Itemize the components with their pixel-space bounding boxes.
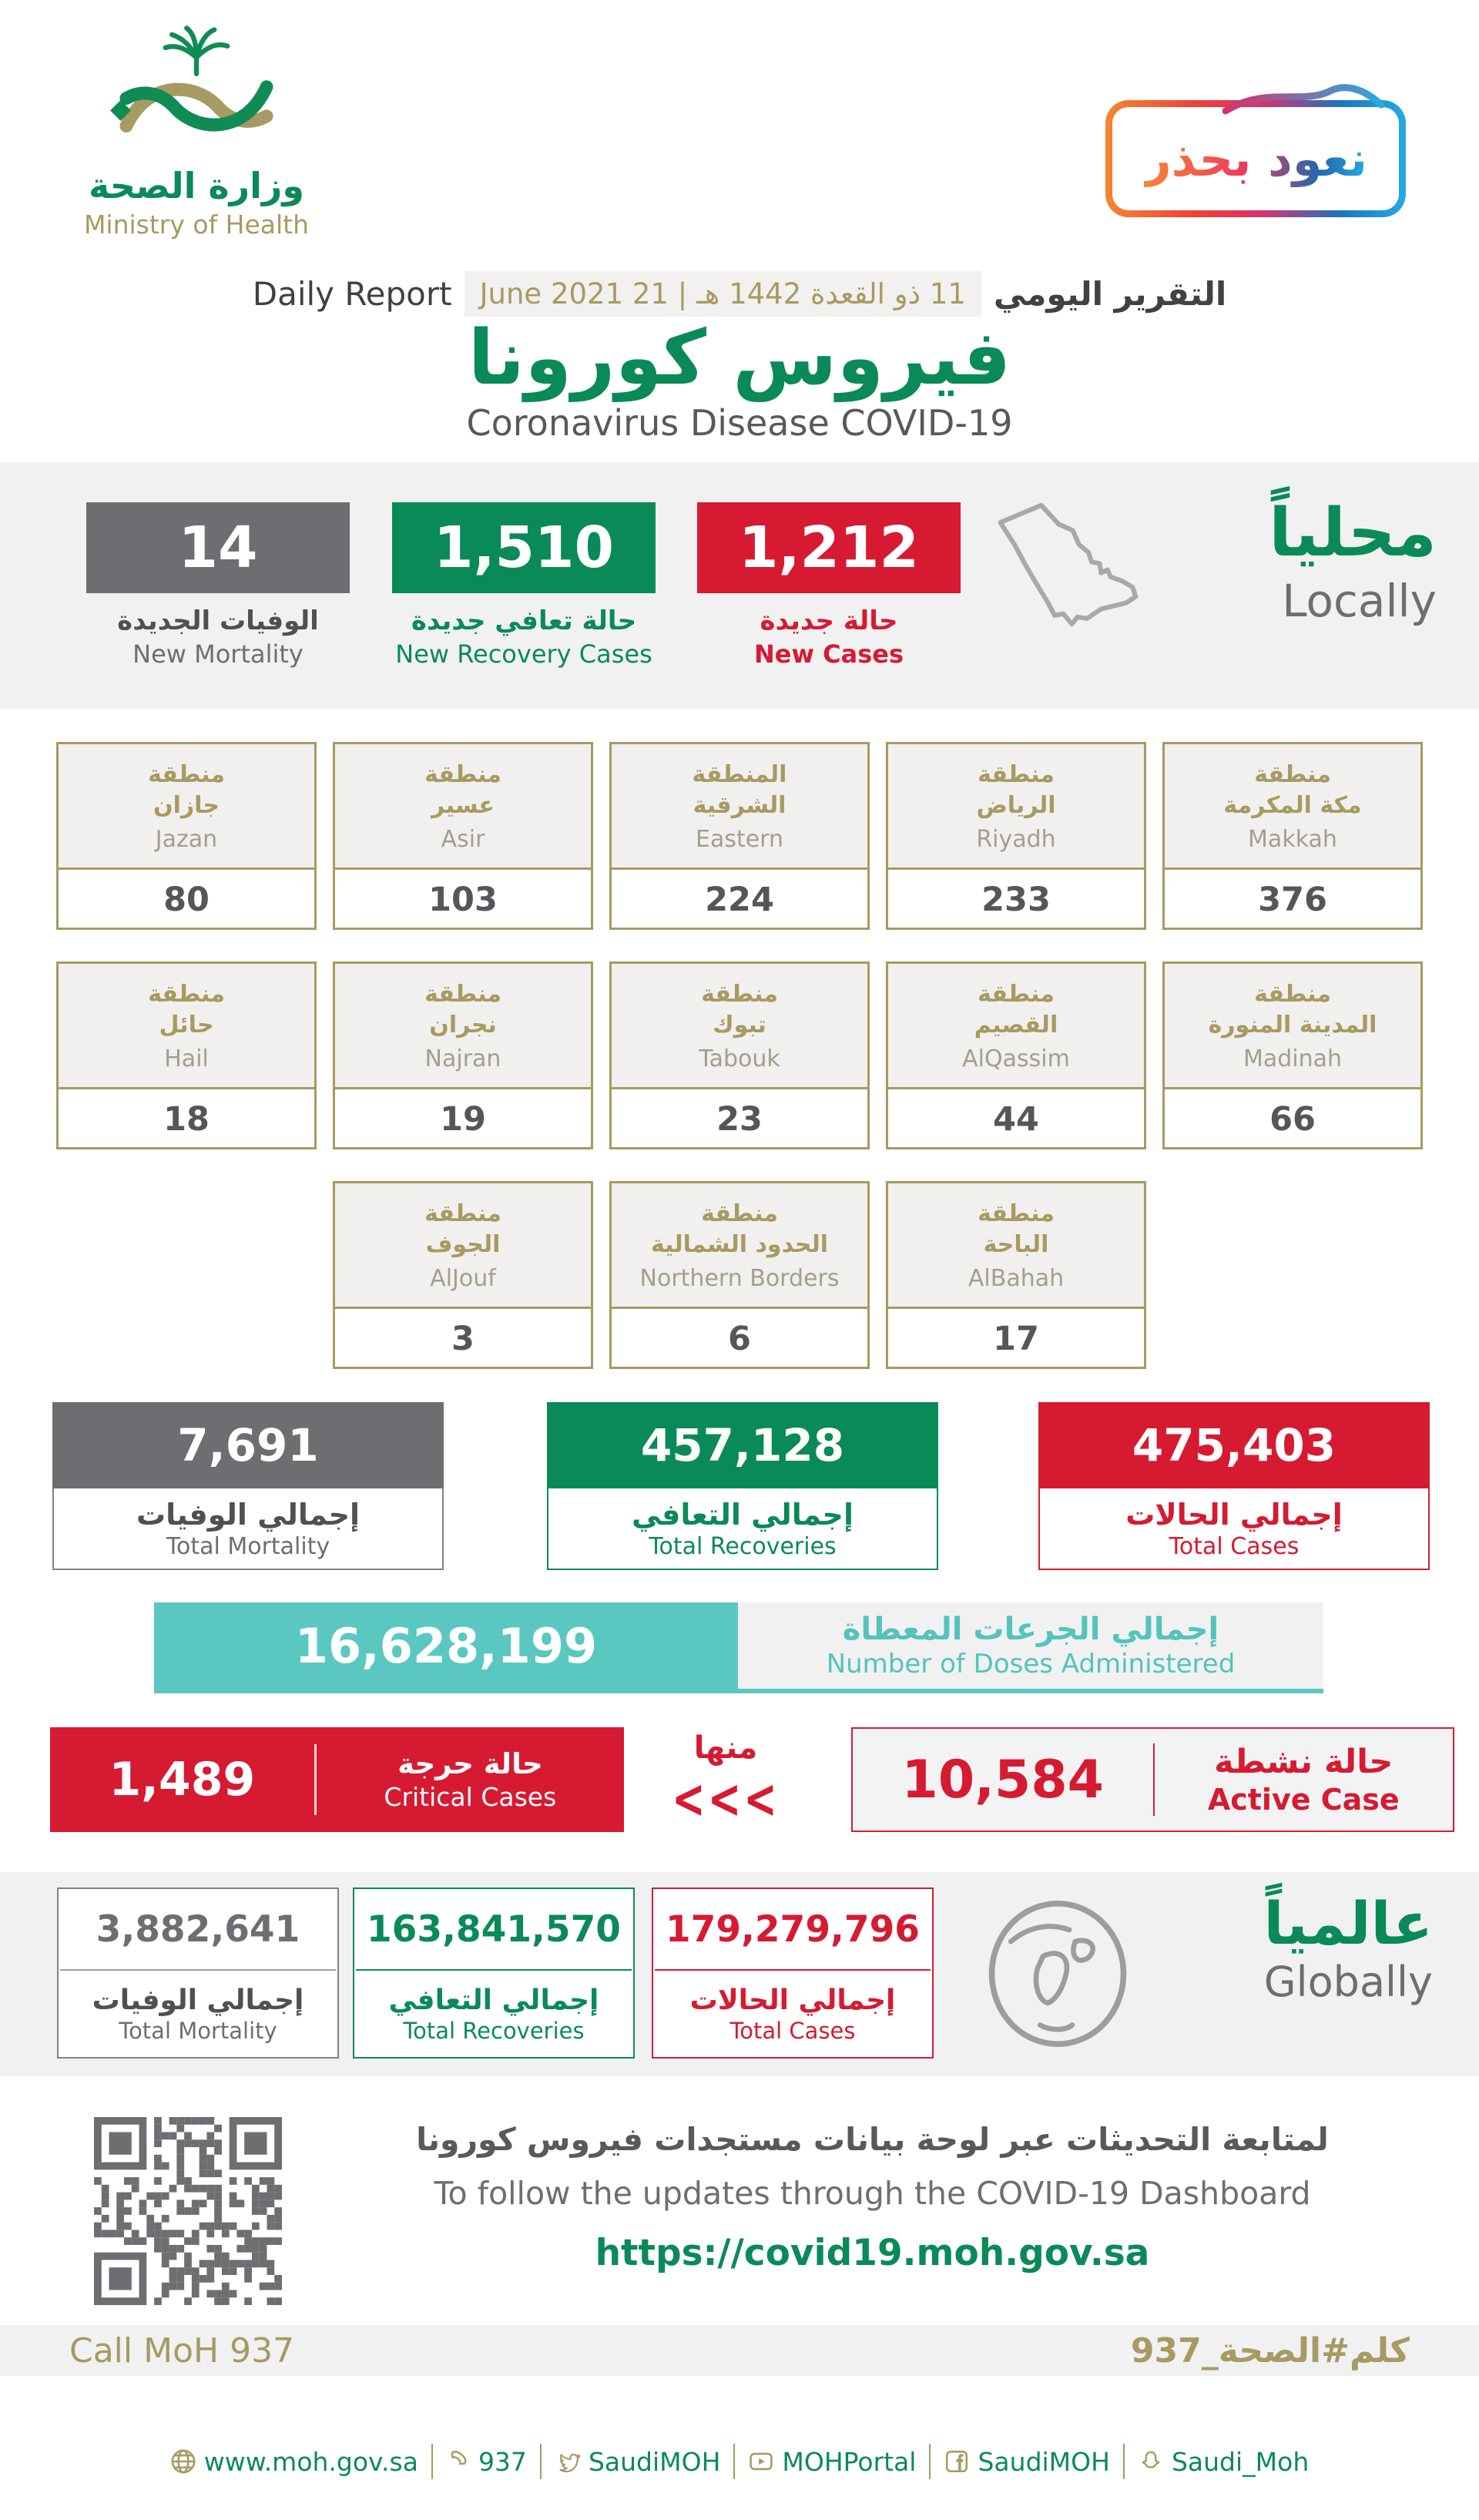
new-recoveries-stat [392, 502, 656, 669]
region-name-ar: منطقة [701, 980, 778, 1008]
youtube-icon [748, 2448, 774, 2475]
region-name-ar: منطقة [978, 760, 1055, 788]
region-card-madinah [1162, 961, 1423, 1149]
dashboard-url-link[interactable]: https://covid19.moh.gov.sa [595, 2232, 1150, 2274]
region-name-en: Jazan [155, 825, 218, 853]
footer-link-website[interactable] [170, 2447, 418, 2477]
footer-link-label: www.moh.gov.sa [203, 2446, 418, 2477]
divider [540, 2444, 542, 2479]
daily-report-label-en: Daily Report [252, 275, 452, 313]
region-new-cases-value: 66 [1269, 1100, 1316, 1139]
region-new-cases-value: 6 [728, 1320, 751, 1358]
region-card-header [59, 744, 314, 870]
call-moh-bar [0, 2325, 1479, 2376]
footer-link-facebook[interactable] [944, 2447, 1109, 2477]
globally-heading [1263, 1891, 1433, 2006]
region-name-ar2: الرياض [976, 792, 1056, 819]
dashboard-line-en: To follow the updates through the COVID-19 Dashboard [434, 2175, 1311, 2212]
locally-heading [1269, 497, 1437, 627]
region-name-ar2: حائل [159, 1012, 214, 1039]
total-cases-label-ar: إجمالي الحالات [1125, 1497, 1343, 1532]
region-new-cases-value: 3 [451, 1320, 475, 1358]
globally-heading-ar: عالمياً [1263, 1889, 1433, 1958]
region-card-header [1165, 744, 1420, 870]
qr-code[interactable] [94, 2117, 282, 2308]
saudi-arabia-map-icon [978, 493, 1159, 643]
new-mortality-value: 14 [86, 502, 350, 593]
locally-section [0, 462, 1479, 709]
new-recoveries-label-en: New Recovery Cases [395, 639, 652, 669]
region-card-makkah [1162, 742, 1423, 930]
badge-swoosh-icon [1222, 82, 1384, 116]
total-mortality-card [52, 1402, 444, 1570]
critical-cases-value: 1,489 [109, 1753, 256, 1807]
footer-link-snapchat[interactable] [1138, 2447, 1309, 2477]
region-new-cases-value: 17 [993, 1320, 1039, 1358]
call-moh-label-en: Call MoH 937 [69, 2330, 295, 2371]
region-name-ar2: الشرقية [693, 792, 786, 819]
global-mortality-value: 3,882,641 [96, 1908, 300, 1951]
daily-report-label-ar: التقرير اليومي [993, 275, 1227, 313]
region-card-aljouf [333, 1181, 593, 1369]
critical-cases-labels [317, 1747, 624, 1812]
total-cases-card [1038, 1402, 1430, 1570]
globally-section [0, 1872, 1479, 2076]
new-cases-stat [697, 502, 961, 669]
region-card-header [612, 1183, 867, 1309]
doses-label-en: Number of Doses Administered [826, 1649, 1236, 1679]
footer-link-twitter[interactable] [555, 2447, 720, 2477]
snapchat-icon [1138, 2448, 1164, 2475]
divider [733, 2444, 735, 2479]
region-name-ar: منطقة [978, 1200, 1055, 1227]
region-name-en: AlJouf [430, 1264, 496, 1292]
global-mortality-label-ar: إجمالي الوفيات [92, 1984, 304, 2016]
footer-link-label: Saudi_Moh [1171, 2446, 1310, 2477]
total-cases-value: 475,403 [1038, 1402, 1430, 1488]
globe-icon [170, 2448, 196, 2475]
logo-name-arabic: وزارة الصحة [89, 165, 304, 206]
critical-cases-box [50, 1727, 624, 1832]
region-card-header [335, 1183, 591, 1309]
region-name-ar2: المدينة المنورة [1208, 1012, 1377, 1039]
region-new-cases-value: 103 [428, 881, 498, 919]
region-name-ar2: الباحة [983, 1231, 1049, 1258]
locally-heading-ar: محلياً [1269, 495, 1437, 572]
total-recoveries-card [547, 1402, 938, 1570]
region-name-ar2: الجوف [425, 1231, 501, 1258]
total-cases-label-en: Total Cases [1169, 1532, 1300, 1560]
total-cases-labels [1038, 1488, 1430, 1570]
region-card-albahah [886, 1181, 1146, 1369]
critical-cases-label-en: Critical Cases [384, 1782, 557, 1812]
footer-link-label: SaudiMOH [588, 2446, 721, 2477]
region-name-ar: منطقة [1254, 760, 1331, 788]
locally-heading-en: Locally [1282, 574, 1437, 627]
divider [1123, 2444, 1125, 2479]
global-recoveries-label-ar: إجمالي التعافي [388, 1984, 599, 2016]
region-new-cases-value: 80 [163, 881, 210, 919]
region-name-ar2: الحدود الشمالية [650, 1231, 829, 1258]
total-mortality-value: 7,691 [52, 1402, 444, 1488]
region-name-ar: منطقة [424, 980, 501, 1008]
region-card-asir [333, 742, 593, 930]
of-which-connector [672, 1730, 780, 1831]
global-recoveries-value: 163,841,570 [366, 1908, 622, 1951]
active-cases-value: 10,584 [901, 1749, 1104, 1810]
region-name-ar2: نجران [429, 1012, 497, 1039]
of-which-label-ar: منها [693, 1730, 758, 1766]
region-name-en: Najran [424, 1045, 501, 1072]
region-name-ar2: القصيم [974, 1012, 1058, 1039]
region-name-en: AlBahah [968, 1264, 1065, 1292]
region-name-ar: منطقة [701, 1200, 778, 1227]
total-mortality-label-en: Total Mortality [166, 1532, 330, 1560]
badge-text: نعود بحذر [1143, 130, 1368, 187]
region-card-header [612, 744, 867, 870]
total-recoveries-label-ar: إجمالي التعافي [632, 1497, 854, 1532]
region-new-cases-value: 44 [993, 1100, 1039, 1139]
global-cases-label-en: Total Cases [729, 2017, 856, 2044]
region-new-cases-value: 18 [163, 1100, 210, 1139]
footer-link-label: SaudiMOH [978, 2446, 1110, 2477]
region-name-ar: منطقة [978, 980, 1055, 1008]
footer-link-phone[interactable] [446, 2447, 527, 2477]
region-name-en: Tabouk [699, 1045, 780, 1072]
region-name-ar: منطقة [424, 760, 501, 788]
region-new-cases-value: 224 [705, 881, 774, 919]
doses-labels [738, 1602, 1323, 1689]
dashboard-line-ar: لمتابعة التحديثات عبر لوحة بيانات مستجدات فيروس كورونا [416, 2121, 1329, 2158]
region-name-en: Northern Borders [639, 1264, 840, 1292]
region-card-header [888, 1183, 1144, 1309]
active-cases-box [851, 1727, 1454, 1832]
global-mortality-label-en: Total Mortality [119, 2017, 277, 2044]
region-name-ar2: عسير [431, 792, 495, 819]
active-cases-label-ar: حالة نشطة [1214, 1743, 1393, 1781]
chevrons-left-icon: <<< [672, 1768, 780, 1831]
global-mortality-labels [59, 1971, 337, 2057]
global-recoveries-labels [354, 1971, 633, 2057]
moh-logo [65, 22, 327, 240]
total-recoveries-value: 457,128 [547, 1402, 938, 1488]
region-row-3 [0, 1181, 1479, 1369]
region-row-2 [0, 961, 1479, 1149]
region-card-hail [56, 961, 317, 1149]
total-mortality-labels [52, 1488, 444, 1570]
doses-value: 16,628,199 [154, 1602, 738, 1689]
footer-link-label: MOHPortal [782, 2446, 917, 2477]
total-mortality-label-ar: إجمالي الوفيات [136, 1497, 361, 1532]
region-new-cases-value: 23 [716, 1100, 763, 1139]
new-mortality-stat [86, 502, 350, 669]
region-name-ar: المنطقة [692, 760, 787, 788]
region-name-ar2: جازان [153, 792, 220, 819]
active-cases-labels [1155, 1743, 1454, 1817]
region-name-ar2: تبوك [713, 1012, 766, 1039]
region-new-cases-value: 19 [440, 1100, 486, 1139]
region-name-en: AlQassim [962, 1045, 1070, 1072]
region-card-northern-borders [609, 1181, 870, 1369]
region-card-header [335, 744, 591, 870]
region-card-alqassim [886, 961, 1146, 1149]
total-recoveries-label-en: Total Recoveries [649, 1532, 837, 1560]
footer-social-links [0, 2444, 1479, 2479]
call-moh-label-ar: كلم#الصحة_937 [1130, 2330, 1410, 2371]
region-name-en: Eastern [695, 825, 783, 853]
region-name-en: Riyadh [976, 825, 1056, 853]
report-title-line [0, 271, 1479, 317]
region-name-en: Hail [164, 1045, 209, 1072]
region-card-eastern [609, 742, 870, 930]
region-row-1 [0, 742, 1479, 930]
new-mortality-label-en: New Mortality [132, 639, 304, 669]
report-date: 11 ذو القعدة 1442 هـ | 21 June 2021 [464, 271, 981, 317]
footer-link-youtube[interactable] [748, 2447, 916, 2477]
new-cases-value: 1,212 [697, 502, 961, 593]
region-card-najran [333, 961, 593, 1149]
logo-name-english: Ministry of Health [83, 210, 310, 240]
moh-logo-emblem [96, 22, 297, 160]
critical-cases-label-ar: حالة حرجة [397, 1747, 543, 1780]
new-recoveries-label-ar: حالة تعافي جديدة [411, 606, 637, 636]
global-cases-label-ar: إجمالي الحالات [689, 1984, 896, 2016]
global-mortality-card [57, 1887, 339, 2059]
region-new-cases-value: 233 [981, 881, 1051, 919]
doses-administered-bar [154, 1602, 1323, 1693]
globe-icon [984, 1897, 1131, 2051]
region-name-ar: منطقة [1254, 980, 1331, 1008]
region-card-jazan [56, 742, 317, 930]
region-card-riyadh [886, 742, 1146, 930]
region-new-cases-value: 376 [1258, 881, 1327, 919]
divider [929, 2444, 931, 2479]
footer-link-label: 937 [478, 2446, 527, 2477]
active-cases-label-en: Active Case [1207, 1783, 1400, 1817]
total-recoveries-labels [547, 1488, 938, 1570]
region-name-ar: منطقة [148, 980, 225, 1008]
badge-inner [1112, 107, 1399, 210]
region-card-header [612, 964, 867, 1089]
globally-heading-en: Globally [1263, 1957, 1433, 2006]
region-name-en: Makkah [1248, 825, 1337, 853]
global-cases-labels [653, 1971, 932, 2057]
region-card-header [335, 964, 591, 1089]
new-recoveries-value: 1,510 [392, 502, 656, 593]
phone-icon [446, 2449, 471, 2474]
region-name-en: Asir [441, 825, 485, 853]
doses-label-ar: إجمالي الجرعات المعطاة [842, 1612, 1219, 1647]
new-cases-label-en: New Cases [753, 639, 904, 669]
global-cases-card [652, 1887, 934, 2059]
new-cases-label-ar: حالة جديدة [760, 606, 898, 636]
new-mortality-label-ar: الوفيات الجديدة [117, 606, 319, 636]
divider [431, 2444, 433, 2479]
region-name-ar: منطقة [148, 760, 225, 788]
region-card-header [888, 964, 1144, 1089]
page-title-arabic: فيروس كورونا [468, 314, 1011, 402]
region-name-ar: منطقة [424, 1200, 501, 1227]
region-name-ar2: مكة المكرمة [1223, 792, 1362, 819]
region-card-tabouk [609, 961, 870, 1149]
region-card-header [1165, 964, 1420, 1089]
twitter-icon [555, 2448, 581, 2475]
dashboard-info [324, 2121, 1421, 2274]
return-with-caution-badge [1105, 100, 1406, 217]
region-name-en: Madinah [1243, 1045, 1343, 1072]
global-cases-value: 179,279,796 [665, 1908, 921, 1951]
global-recoveries-label-en: Total Recoveries [403, 2017, 585, 2044]
facebook-icon [944, 2448, 970, 2475]
global-recoveries-card [353, 1887, 635, 2059]
region-card-header [888, 744, 1144, 870]
page-title-english: Coronavirus Disease COVID-19 [466, 402, 1013, 444]
region-card-header [59, 964, 314, 1089]
